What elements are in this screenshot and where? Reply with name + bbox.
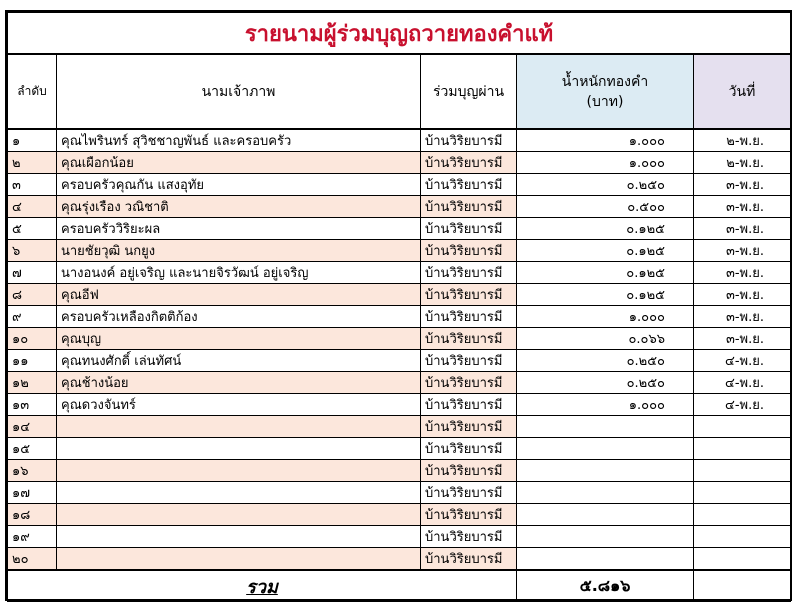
table-row [8, 328, 791, 350]
cell-name: นางอนงค์ อยู่เจริญ และนายจิรวัฒน์ อยู่เจริญ [57, 262, 421, 284]
cell-idx: ๙ [8, 306, 57, 328]
cell-idx: ๑๙ [8, 526, 57, 548]
cell-idx: ๗ [8, 262, 57, 284]
cell-date [694, 416, 791, 438]
table-row [8, 372, 791, 394]
cell-date: ๔-พ.ย. [694, 394, 791, 416]
table-row [8, 350, 791, 372]
cell-date: ๔-พ.ย. [694, 372, 791, 394]
cell-name: ครอบครัววิริยะผล [57, 218, 421, 240]
cell-date: ๓-พ.ย. [694, 328, 791, 350]
title-row [8, 13, 791, 55]
cell-gold [517, 482, 694, 504]
cell-gold: ๑.๐๐๐ [517, 129, 694, 152]
cell-gold: ๐.๑๒๕ [517, 262, 694, 284]
cell-idx: ๕ [8, 218, 57, 240]
header-name: นามเจ้าภาพ [57, 54, 421, 129]
cell-gold [517, 504, 694, 526]
cell-name: คุณรุ่งเรือง วณิชาติ [57, 196, 421, 218]
table-row [8, 460, 791, 482]
cell-idx: ๑๕ [8, 438, 57, 460]
cell-name: คุณทนงศักดิ์ เล่นทัศน์ [57, 350, 421, 372]
header-index: ลำดับ [8, 54, 57, 129]
cell-idx: ๑๒ [8, 372, 57, 394]
cell-name [57, 526, 421, 548]
cell-name: คุณอีฟ [57, 284, 421, 306]
cell-gold [517, 460, 694, 482]
cell-gold: ๑.๐๐๐ [517, 306, 694, 328]
cell-name [57, 504, 421, 526]
donor-table [7, 12, 791, 602]
cell-idx: ๒๐ [8, 548, 57, 571]
cell-via: บ้านวิริยบารมี [421, 174, 517, 196]
cell-gold: ๐.๕๐๐ [517, 196, 694, 218]
cell-idx: ๑๘ [8, 504, 57, 526]
cell-name: ครอบครัวคุณกัน แสงอุทัย [57, 174, 421, 196]
cell-idx: ๑๖ [8, 460, 57, 482]
cell-via: บ้านวิริยบารมี [421, 460, 517, 482]
cell-name [57, 460, 421, 482]
table-row [8, 284, 791, 306]
cell-name [57, 416, 421, 438]
cell-idx: ๑๓ [8, 394, 57, 416]
cell-name [57, 548, 421, 571]
cell-via: บ้านวิริยบารมี [421, 129, 517, 152]
cell-name: นายชัยวุฒิ นกยูง [57, 240, 421, 262]
cell-via: บ้านวิริยบารมี [421, 152, 517, 174]
table-row [8, 548, 791, 571]
cell-date [694, 460, 791, 482]
cell-via: บ้านวิริยบารมี [421, 394, 517, 416]
cell-via: บ้านวิริยบารมี [421, 218, 517, 240]
cell-via: บ้านวิริยบารมี [421, 372, 517, 394]
cell-via: บ้านวิริยบารมี [421, 196, 517, 218]
cell-idx: ๑๑ [8, 350, 57, 372]
cell-gold [517, 548, 694, 571]
cell-name [57, 438, 421, 460]
cell-gold: ๐.๒๕๐ [517, 350, 694, 372]
header-gold [517, 54, 694, 129]
cell-gold: ๐.๒๕๐ [517, 174, 694, 196]
cell-date: ๒-พ.ย. [694, 129, 791, 152]
cell-idx: ๔ [8, 196, 57, 218]
table-row [8, 394, 791, 416]
table-row [8, 196, 791, 218]
cell-idx: ๒ [8, 152, 57, 174]
cell-date: ๔-พ.ย. [694, 350, 791, 372]
cell-gold: ๐.๑๒๕ [517, 240, 694, 262]
table-row [8, 240, 791, 262]
cell-name: คุณไพรินทร์ สุวิชชาญพันธ์ และครอบครัว [57, 129, 421, 152]
cell-date: ๓-พ.ย. [694, 284, 791, 306]
table-row [8, 438, 791, 460]
cell-gold [517, 526, 694, 548]
table-row [8, 218, 791, 240]
cell-date: ๓-พ.ย. [694, 174, 791, 196]
cell-name: คุณบุญ [57, 328, 421, 350]
cell-gold: ๐.๐๖๖ [517, 328, 694, 350]
cell-date: ๒-พ.ย. [694, 152, 791, 174]
cell-date: ๓-พ.ย. [694, 240, 791, 262]
table-row [8, 129, 791, 152]
cell-gold: ๐.๑๒๕ [517, 284, 694, 306]
cell-gold [517, 416, 694, 438]
cell-idx: ๑ [8, 129, 57, 152]
cell-date [694, 548, 791, 571]
cell-gold: ๐.๒๕๐ [517, 372, 694, 394]
cell-idx: ๑๔ [8, 416, 57, 438]
cell-via: บ้านวิริยบารมี [421, 306, 517, 328]
table-row [8, 526, 791, 548]
cell-date [694, 438, 791, 460]
cell-via: บ้านวิริยบารมี [421, 548, 517, 571]
header-gold-line1: น้ำหนักทองคำ [561, 73, 649, 90]
table-row [8, 482, 791, 504]
table-row [8, 416, 791, 438]
cell-name: คุณเผือกน้อย [57, 152, 421, 174]
donor-sheet [5, 10, 792, 601]
cell-date [694, 526, 791, 548]
cell-via: บ้านวิริยบารมี [421, 328, 517, 350]
sheet-title: รายนามผู้ร่วมบุญถวายทองคำแท้ [8, 13, 791, 55]
cell-name [57, 482, 421, 504]
total-label: รวม [8, 570, 517, 602]
cell-name: คุณช้างน้อย [57, 372, 421, 394]
cell-via: บ้านวิริยบารมี [421, 262, 517, 284]
table-row [8, 504, 791, 526]
cell-gold: ๐.๑๒๕ [517, 218, 694, 240]
cell-idx: ๖ [8, 240, 57, 262]
header-via: ร่วมบุญผ่าน [421, 54, 517, 129]
cell-date: ๓-พ.ย. [694, 306, 791, 328]
total-sum: ๕.๘๑๖ [517, 570, 694, 602]
header-row [8, 54, 791, 129]
cell-via: บ้านวิริยบารมี [421, 526, 517, 548]
cell-date [694, 504, 791, 526]
cell-gold [517, 438, 694, 460]
table-row [8, 174, 791, 196]
header-date: วันที่ [694, 54, 791, 129]
total-date-blank [694, 570, 791, 602]
cell-idx: ๑๗ [8, 482, 57, 504]
cell-date: ๓-พ.ย. [694, 262, 791, 284]
cell-via: บ้านวิริยบารมี [421, 504, 517, 526]
total-row [8, 570, 791, 602]
cell-idx: ๘ [8, 284, 57, 306]
cell-via: บ้านวิริยบารมี [421, 350, 517, 372]
table-row [8, 262, 791, 284]
table-row [8, 306, 791, 328]
table-row [8, 152, 791, 174]
cell-idx: ๑๐ [8, 328, 57, 350]
cell-date [694, 482, 791, 504]
header-gold-line2: (บาท) [586, 93, 624, 110]
cell-via: บ้านวิริยบารมี [421, 482, 517, 504]
cell-via: บ้านวิริยบารมี [421, 438, 517, 460]
cell-name: ครอบครัวเหลืองกิตติก้อง [57, 306, 421, 328]
cell-via: บ้านวิริยบารมี [421, 240, 517, 262]
cell-date: ๓-พ.ย. [694, 196, 791, 218]
cell-via: บ้านวิริยบารมี [421, 284, 517, 306]
cell-gold: ๑.๐๐๐ [517, 152, 694, 174]
cell-via: บ้านวิริยบารมี [421, 416, 517, 438]
cell-gold: ๑.๐๐๐ [517, 394, 694, 416]
cell-name: คุณดวงจันทร์ [57, 394, 421, 416]
cell-date: ๓-พ.ย. [694, 218, 791, 240]
cell-idx: ๓ [8, 174, 57, 196]
